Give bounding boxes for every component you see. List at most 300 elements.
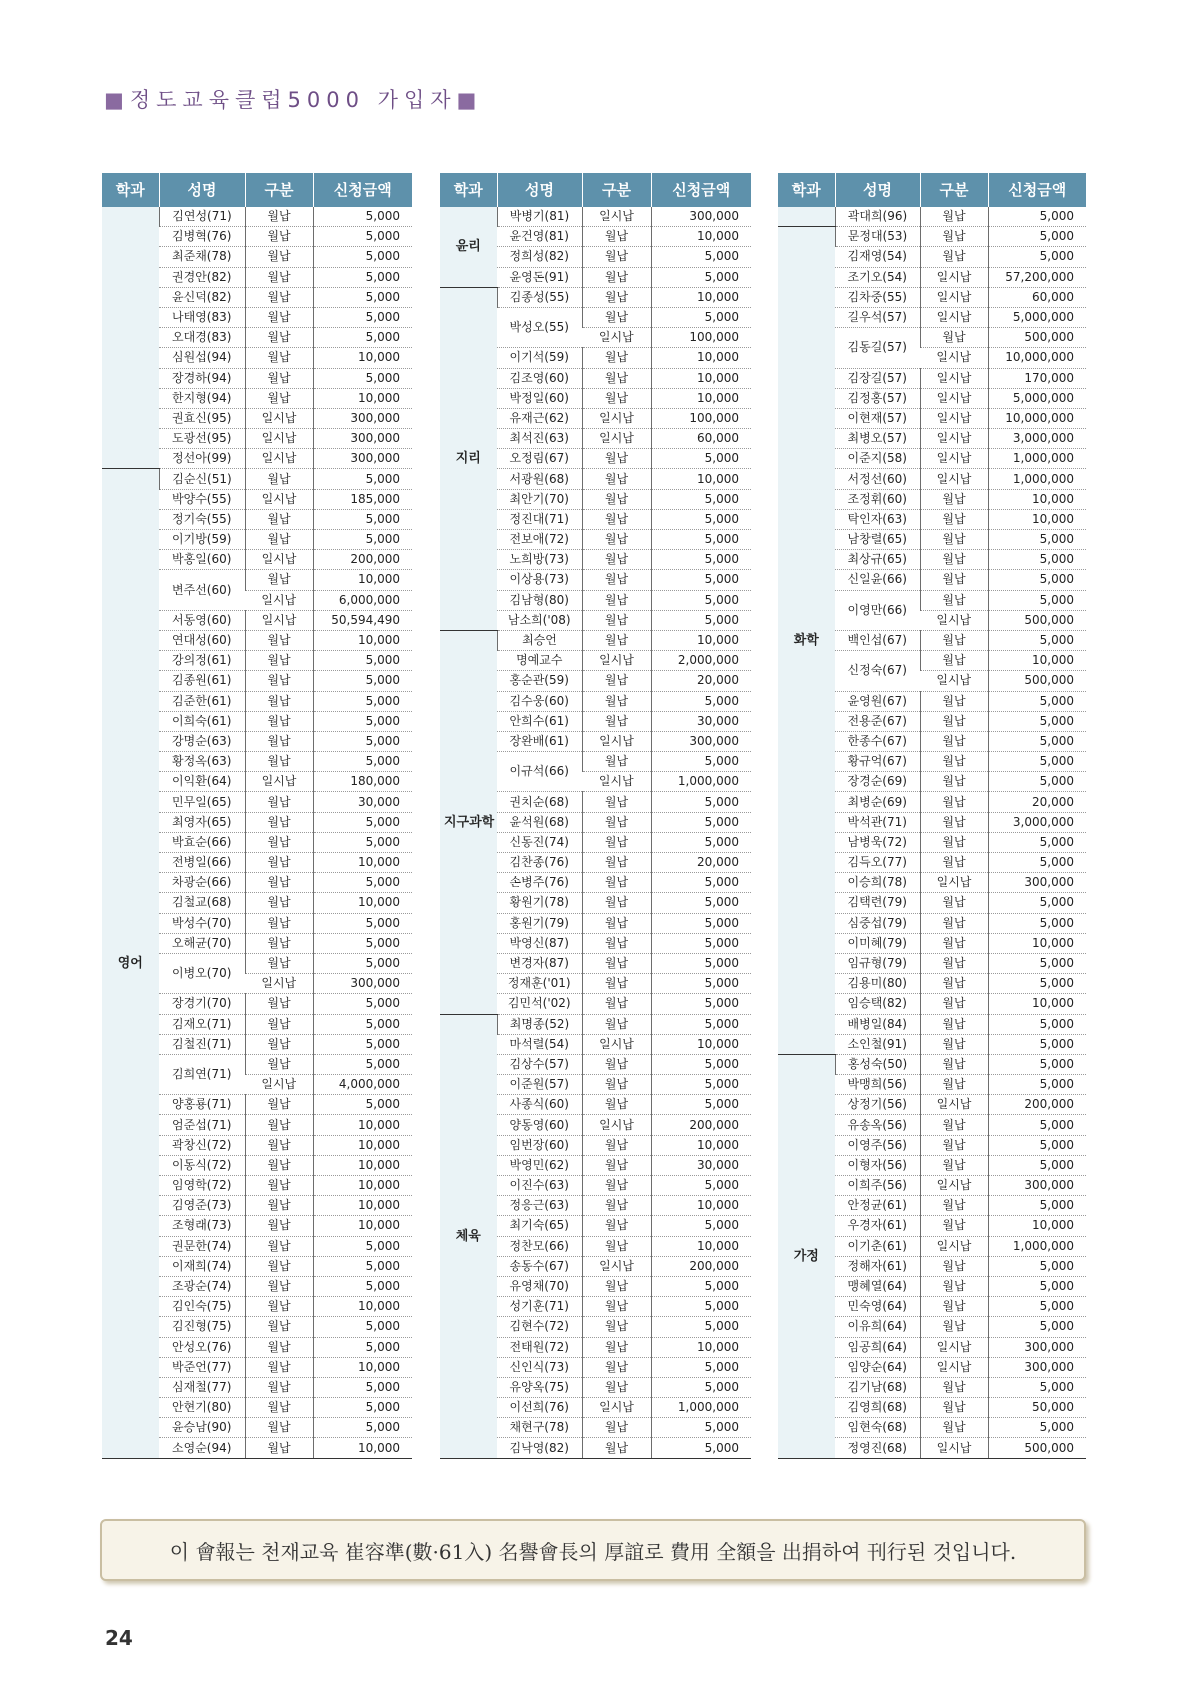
payment-type-cell: 월납 <box>582 1317 651 1337</box>
amount-cell: 10,000 <box>313 1357 412 1377</box>
payment-type-cell: 일시납 <box>582 207 651 227</box>
payment-type-cell: 일시납 <box>245 429 313 449</box>
name-cell: 조광순(74) <box>159 1276 245 1296</box>
amount-cell: 5,000 <box>651 752 751 772</box>
name-cell: 황규억(67) <box>835 752 920 772</box>
header-dept: 학과 <box>778 173 835 207</box>
payment-type-cell: 일시납 <box>920 307 988 327</box>
payment-type-cell: 월납 <box>245 630 313 650</box>
payment-type-cell: 월납 <box>245 348 313 368</box>
payment-type-cell: 월납 <box>920 893 988 913</box>
amount-cell: 5,000 <box>651 832 751 852</box>
amount-cell: 1,000,000 <box>988 449 1086 469</box>
payment-type-cell: 월납 <box>920 570 988 590</box>
payment-type-cell: 월납 <box>582 933 651 953</box>
payment-type-cell: 월납 <box>582 570 651 590</box>
name-cell: 유영채(70) <box>497 1276 582 1296</box>
payment-type-cell: 일시납 <box>920 1176 988 1196</box>
name-cell: 임승택(82) <box>835 994 920 1014</box>
payment-type-cell: 월납 <box>920 590 988 610</box>
payment-type-cell: 일시납 <box>920 449 988 469</box>
payment-type-cell: 월납 <box>582 913 651 933</box>
name-cell: 박준언(77) <box>159 1357 245 1377</box>
name-cell: 최병오(57) <box>835 429 920 449</box>
amount-cell: 1,000,000 <box>988 1236 1086 1256</box>
name-cell: 안현기(80) <box>159 1398 245 1418</box>
payment-type-cell: 월납 <box>245 1054 313 1074</box>
payment-type-cell: 월납 <box>920 1054 988 1074</box>
amount-cell: 5,000 <box>313 1317 412 1337</box>
payment-type-cell: 월납 <box>582 267 651 287</box>
payment-type-cell: 월납 <box>920 792 988 812</box>
amount-cell: 1,000,000 <box>651 1398 751 1418</box>
name-cell: 이선희(76) <box>497 1398 582 1418</box>
amount-cell: 5,000 <box>651 812 751 832</box>
payment-type-cell: 일시납 <box>245 550 313 570</box>
amount-cell: 5,000 <box>988 207 1086 227</box>
name-cell: 전보애(72) <box>497 530 582 550</box>
name-cell: 김영준(73) <box>159 1196 245 1216</box>
name-cell: 성기훈(71) <box>497 1297 582 1317</box>
amount-cell: 5,000 <box>313 651 412 671</box>
amount-cell: 10,000 <box>651 1135 751 1155</box>
name-cell: 최상규(65) <box>835 550 920 570</box>
payment-type-cell: 월납 <box>245 913 313 933</box>
amount-cell: 10,000 <box>651 469 751 489</box>
amount-cell: 5,000 <box>313 711 412 731</box>
amount-cell: 5,000 <box>988 711 1086 731</box>
amount-cell: 500,000 <box>988 610 1086 630</box>
name-cell: 김정홍(57) <box>835 388 920 408</box>
name-cell: 박석관(71) <box>835 812 920 832</box>
payment-type-cell: 월납 <box>582 832 651 852</box>
amount-cell: 100,000 <box>651 328 751 348</box>
name-cell: 이기석(59) <box>497 348 582 368</box>
payment-type-cell: 월납 <box>582 610 651 630</box>
payment-type-cell: 월납 <box>582 873 651 893</box>
name-cell: 송동수(67) <box>497 1256 582 1276</box>
payment-type-cell: 월납 <box>920 953 988 973</box>
payment-type-cell: 월납 <box>245 691 313 711</box>
payment-type-cell: 월납 <box>245 1418 313 1438</box>
name-cell: 장완배(61) <box>497 731 582 751</box>
name-cell: 이영주(56) <box>835 1135 920 1155</box>
amount-cell: 5,000 <box>313 1054 412 1074</box>
amount-cell: 5,000 <box>651 489 751 509</box>
name-cell: 심중섭(79) <box>835 913 920 933</box>
payment-type-cell: 월납 <box>245 1115 313 1135</box>
payment-type-cell: 월납 <box>920 832 988 852</box>
name-cell: 정재훈('01) <box>497 974 582 994</box>
payment-type-cell: 월납 <box>920 812 988 832</box>
name-cell: 황정옥(63) <box>159 752 245 772</box>
amount-cell: 500,000 <box>988 1438 1086 1458</box>
name-cell: 김득오(77) <box>835 853 920 873</box>
payment-type-cell: 월납 <box>920 1418 988 1438</box>
name-cell: 곽창신(72) <box>159 1135 245 1155</box>
payment-type-cell: 월납 <box>245 1317 313 1337</box>
name-cell: 소인철(91) <box>835 1034 920 1054</box>
amount-cell: 50,000 <box>988 1398 1086 1418</box>
amount-cell: 5,000 <box>313 1377 412 1397</box>
amount-cell: 5,000 <box>313 267 412 287</box>
name-cell: 이익환(64) <box>159 772 245 792</box>
header-type: 구분 <box>582 173 651 207</box>
name-cell: 최병순(69) <box>835 792 920 812</box>
payment-type-cell: 월납 <box>582 1014 651 1034</box>
name-cell: 박영민(62) <box>497 1155 582 1175</box>
payment-type-cell: 일시납 <box>582 731 651 751</box>
name-cell: 홍성숙(50) <box>835 1054 920 1074</box>
name-cell: 서동영(60) <box>159 610 245 630</box>
amount-cell: 5,000 <box>651 267 751 287</box>
amount-cell: 2,000,000 <box>651 651 751 671</box>
payment-type-cell: 월납 <box>582 368 651 388</box>
payment-type-cell: 월납 <box>245 1438 313 1458</box>
payment-type-cell: 월납 <box>920 1317 988 1337</box>
name-cell: 박양수(55) <box>159 489 245 509</box>
amount-cell: 5,000 <box>988 530 1086 550</box>
name-cell: 오대경(83) <box>159 328 245 348</box>
payment-type-cell: 월납 <box>245 530 313 550</box>
payment-type-cell: 일시납 <box>582 328 651 348</box>
name-cell: 임규형(79) <box>835 953 920 973</box>
amount-cell: 5,000 <box>988 570 1086 590</box>
amount-cell: 5,000 <box>313 1095 412 1115</box>
amount-cell: 100,000 <box>651 408 751 428</box>
name-cell: 윤영원(67) <box>835 691 920 711</box>
amount-cell: 20,000 <box>651 853 751 873</box>
name-cell: 심원섭(94) <box>159 348 245 368</box>
amount-cell: 5,000 <box>988 1155 1086 1175</box>
name-cell: 김인숙(75) <box>159 1297 245 1317</box>
payment-type-cell: 일시납 <box>582 1034 651 1054</box>
payment-type-cell: 월납 <box>245 994 313 1014</box>
amount-cell: 10,000 <box>313 570 412 590</box>
dept-cell: 지리 <box>440 287 497 630</box>
amount-cell: 5,000 <box>313 530 412 550</box>
name-cell: 박영신(87) <box>497 933 582 953</box>
amount-cell: 5,000 <box>313 287 412 307</box>
member-table-middle <box>440 173 751 1459</box>
amount-cell: 5,000 <box>651 1317 751 1337</box>
payment-type-cell: 일시납 <box>920 671 988 691</box>
name-cell: 김찬종(76) <box>497 853 582 873</box>
header-dept: 학과 <box>440 173 497 207</box>
dept-cell: 화학 <box>778 227 835 1055</box>
payment-type-cell: 월납 <box>582 1216 651 1236</box>
name-cell: 강의정(61) <box>159 651 245 671</box>
name-cell: 양홍룡(71) <box>159 1095 245 1115</box>
name-cell: 박성수(70) <box>159 913 245 933</box>
payment-type-cell: 월납 <box>920 933 988 953</box>
amount-cell: 60,000 <box>651 429 751 449</box>
name-cell: 차광순(66) <box>159 873 245 893</box>
payment-type-cell: 월납 <box>920 974 988 994</box>
name-cell: 마석렬(54) <box>497 1034 582 1054</box>
amount-cell: 5,000 <box>651 893 751 913</box>
amount-cell: 5,000 <box>313 933 412 953</box>
amount-cell: 5,000 <box>988 1034 1086 1054</box>
name-cell: 이상용(73) <box>497 570 582 590</box>
name-cell: 명예교수 <box>497 651 582 671</box>
name-cell: 이준지(58) <box>835 449 920 469</box>
payment-type-cell: 일시납 <box>245 408 313 428</box>
amount-cell: 10,000 <box>651 1337 751 1357</box>
payment-type-cell: 월납 <box>582 691 651 711</box>
amount-cell: 5,000 <box>651 691 751 711</box>
name-cell: 최명종(52) <box>497 1014 582 1034</box>
name-cell: 임양순(64) <box>835 1357 920 1377</box>
name-cell: 김남형(80) <box>497 590 582 610</box>
amount-cell: 5,000 <box>988 590 1086 610</box>
name-cell: 오해균(70) <box>159 933 245 953</box>
amount-cell: 10,000 <box>313 1297 412 1317</box>
name-cell: 이미혜(79) <box>835 933 920 953</box>
payment-type-cell: 월납 <box>920 227 988 247</box>
payment-type-cell: 월납 <box>920 207 988 227</box>
header-name: 성명 <box>159 173 245 207</box>
name-cell: 이영만(66) <box>835 590 920 630</box>
amount-cell: 30,000 <box>313 792 412 812</box>
name-cell: 박병기(81) <box>497 207 582 227</box>
name-cell: 한종수(67) <box>835 731 920 751</box>
amount-cell: 5,000 <box>988 1377 1086 1397</box>
name-cell: 상정기(56) <box>835 1095 920 1115</box>
payment-type-cell: 월납 <box>245 1276 313 1296</box>
payment-type-cell: 월납 <box>245 368 313 388</box>
amount-cell: 5,000 <box>651 873 751 893</box>
payment-type-cell: 월납 <box>582 307 651 327</box>
dept-cell: 체육 <box>440 1014 497 1458</box>
amount-cell: 5,000 <box>988 1297 1086 1317</box>
dept-cell: 윤리 <box>440 207 497 287</box>
amount-cell: 170,000 <box>988 368 1086 388</box>
amount-cell: 10,000 <box>651 1034 751 1054</box>
amount-cell: 5,000 <box>313 812 412 832</box>
payment-type-cell: 월납 <box>245 1034 313 1054</box>
name-cell: 전태원(72) <box>497 1337 582 1357</box>
name-cell: 김병혁(76) <box>159 227 245 247</box>
amount-cell: 10,000 <box>651 287 751 307</box>
header-name: 성명 <box>835 173 920 207</box>
payment-type-cell: 일시납 <box>582 772 651 792</box>
amount-cell: 10,000 <box>313 1438 412 1458</box>
amount-cell: 60,000 <box>988 287 1086 307</box>
amount-cell: 5,000 <box>313 752 412 772</box>
amount-cell: 5,000 <box>313 207 412 227</box>
name-cell: 이준원(57) <box>497 1075 582 1095</box>
amount-cell: 5,000 <box>313 509 412 529</box>
amount-cell: 10,000 <box>988 1216 1086 1236</box>
amount-cell: 5,000 <box>651 1095 751 1115</box>
payment-type-cell: 월납 <box>582 1337 651 1357</box>
name-cell: 나태영(83) <box>159 307 245 327</box>
amount-cell: 5,000 <box>313 953 412 973</box>
amount-cell: 10,000 <box>988 651 1086 671</box>
amount-cell: 5,000 <box>988 1135 1086 1155</box>
payment-type-cell: 월납 <box>582 1377 651 1397</box>
name-cell: 심재철(77) <box>159 1377 245 1397</box>
name-cell: 장경하(94) <box>159 368 245 388</box>
name-cell: 이규석(66) <box>497 752 582 792</box>
amount-cell: 5,000 <box>988 1115 1086 1135</box>
name-cell: 이승희(78) <box>835 873 920 893</box>
amount-cell: 10,000 <box>313 630 412 650</box>
payment-type-cell: 월납 <box>245 267 313 287</box>
payment-type-cell: 월납 <box>245 1135 313 1155</box>
name-cell: 최기숙(65) <box>497 1216 582 1236</box>
name-cell: 임공희(64) <box>835 1337 920 1357</box>
payment-type-cell: 월납 <box>245 792 313 812</box>
amount-cell: 1,000,000 <box>988 469 1086 489</box>
amount-cell: 5,000 <box>313 227 412 247</box>
payment-type-cell: 일시납 <box>920 1438 988 1458</box>
name-cell: 신인식(73) <box>497 1357 582 1377</box>
name-cell: 정응근(63) <box>497 1196 582 1216</box>
amount-cell: 10,000 <box>651 1236 751 1256</box>
amount-cell: 300,000 <box>313 974 412 994</box>
amount-cell: 10,000 <box>988 994 1086 1014</box>
payment-type-cell: 일시납 <box>920 267 988 287</box>
name-cell: 조형래(73) <box>159 1216 245 1236</box>
payment-type-cell: 월납 <box>582 1095 651 1115</box>
name-cell: 김현수(72) <box>497 1317 582 1337</box>
amount-cell: 5,000 <box>988 1276 1086 1296</box>
amount-cell: 10,000 <box>988 489 1086 509</box>
payment-type-cell: 월납 <box>920 1216 988 1236</box>
header-amount: 신청금액 <box>651 173 751 207</box>
amount-cell: 5,000 <box>988 691 1086 711</box>
table-row <box>440 287 751 307</box>
payment-type-cell: 월납 <box>582 812 651 832</box>
payment-type-cell: 일시납 <box>582 1398 651 1418</box>
name-cell: 김택련(79) <box>835 893 920 913</box>
payment-type-cell: 월납 <box>582 530 651 550</box>
name-cell: 황원기(78) <box>497 893 582 913</box>
name-cell: 정영진(68) <box>835 1438 920 1458</box>
name-cell: 남병욱(72) <box>835 832 920 852</box>
amount-cell: 10,000 <box>313 1115 412 1135</box>
name-cell: 조기오(54) <box>835 267 920 287</box>
payment-type-cell: 일시납 <box>582 408 651 428</box>
amount-cell: 30,000 <box>651 1155 751 1175</box>
payment-type-cell: 일시납 <box>920 348 988 368</box>
name-cell: 안성오(76) <box>159 1337 245 1357</box>
payment-type-cell: 월납 <box>245 1256 313 1276</box>
dept-cell <box>102 207 159 469</box>
payment-type-cell: 월납 <box>582 247 651 267</box>
name-cell: 김종성(55) <box>497 287 582 307</box>
name-cell: 신동진(74) <box>497 832 582 852</box>
amount-cell: 5,000 <box>988 1196 1086 1216</box>
amount-cell: 200,000 <box>988 1095 1086 1115</box>
amount-cell: 10,000 <box>313 1216 412 1236</box>
payment-type-cell: 월납 <box>245 1297 313 1317</box>
table-row <box>440 1014 751 1034</box>
name-cell: 이현재(57) <box>835 408 920 428</box>
amount-cell: 5,000 <box>651 1075 751 1095</box>
amount-cell: 5,000 <box>313 691 412 711</box>
amount-cell: 5,000 <box>988 630 1086 650</box>
amount-cell: 5,000 <box>651 1418 751 1438</box>
table-row <box>102 469 412 489</box>
name-cell: 김수웅(60) <box>497 691 582 711</box>
header-amount: 신청금액 <box>988 173 1086 207</box>
payment-type-cell: 일시납 <box>245 449 313 469</box>
name-cell: 문정대(53) <box>835 227 920 247</box>
payment-type-cell: 일시납 <box>245 772 313 792</box>
amount-cell: 5,000 <box>988 1418 1086 1438</box>
payment-type-cell: 월납 <box>582 287 651 307</box>
name-cell: 강명순(63) <box>159 731 245 751</box>
name-cell: 최영자(65) <box>159 812 245 832</box>
amount-cell: 5,000 <box>313 832 412 852</box>
table-row <box>778 227 1086 247</box>
amount-cell: 5,000 <box>988 731 1086 751</box>
payment-type-cell: 월납 <box>245 287 313 307</box>
name-cell: 박홍일(60) <box>159 550 245 570</box>
name-cell: 박정일(60) <box>497 388 582 408</box>
table-row <box>440 630 751 650</box>
amount-cell: 500,000 <box>988 328 1086 348</box>
payment-type-cell: 월납 <box>245 933 313 953</box>
amount-cell: 5,000 <box>988 772 1086 792</box>
amount-cell: 5,000 <box>651 449 751 469</box>
amount-cell: 5,000 <box>651 1438 751 1458</box>
name-cell: 정찬모(66) <box>497 1236 582 1256</box>
name-cell: 전병일(66) <box>159 853 245 873</box>
amount-cell: 5,000 <box>988 913 1086 933</box>
amount-cell: 10,000 <box>651 368 751 388</box>
amount-cell: 10,000 <box>313 853 412 873</box>
amount-cell: 5,000 <box>313 469 412 489</box>
name-cell: 윤석원(68) <box>497 812 582 832</box>
amount-cell: 5,000 <box>651 530 751 550</box>
payment-type-cell: 월납 <box>245 1337 313 1357</box>
name-cell: 최준채(78) <box>159 247 245 267</box>
name-cell: 김낙영(82) <box>497 1438 582 1458</box>
amount-cell: 5,000 <box>651 590 751 610</box>
amount-cell: 10,000 <box>313 1135 412 1155</box>
name-cell: 유재근(62) <box>497 408 582 428</box>
payment-type-cell: 일시납 <box>920 368 988 388</box>
name-cell: 권문한(74) <box>159 1236 245 1256</box>
payment-type-cell: 일시납 <box>920 408 988 428</box>
amount-cell: 5,000 <box>313 368 412 388</box>
header-amount: 신청금액 <box>313 173 412 207</box>
amount-cell: 5,000 <box>651 933 751 953</box>
amount-cell: 10,000 <box>988 933 1086 953</box>
amount-cell: 5,000 <box>313 731 412 751</box>
payment-type-cell: 월납 <box>920 853 988 873</box>
payment-type-cell: 월납 <box>245 388 313 408</box>
amount-cell: 5,000 <box>313 1337 412 1357</box>
amount-cell: 5,000 <box>988 227 1086 247</box>
amount-cell: 10,000 <box>313 1196 412 1216</box>
payment-type-cell: 월납 <box>582 590 651 610</box>
name-cell: 김철진(71) <box>159 1034 245 1054</box>
name-cell: 엄준섭(71) <box>159 1115 245 1135</box>
payment-type-cell: 월납 <box>245 671 313 691</box>
payment-type-cell: 월납 <box>582 449 651 469</box>
payment-type-cell: 월납 <box>245 570 313 590</box>
payment-type-cell: 월납 <box>245 1155 313 1175</box>
payment-type-cell: 월납 <box>245 853 313 873</box>
amount-cell: 5,000,000 <box>988 307 1086 327</box>
name-cell: 양동영(60) <box>497 1115 582 1135</box>
amount-cell: 300,000 <box>988 1337 1086 1357</box>
